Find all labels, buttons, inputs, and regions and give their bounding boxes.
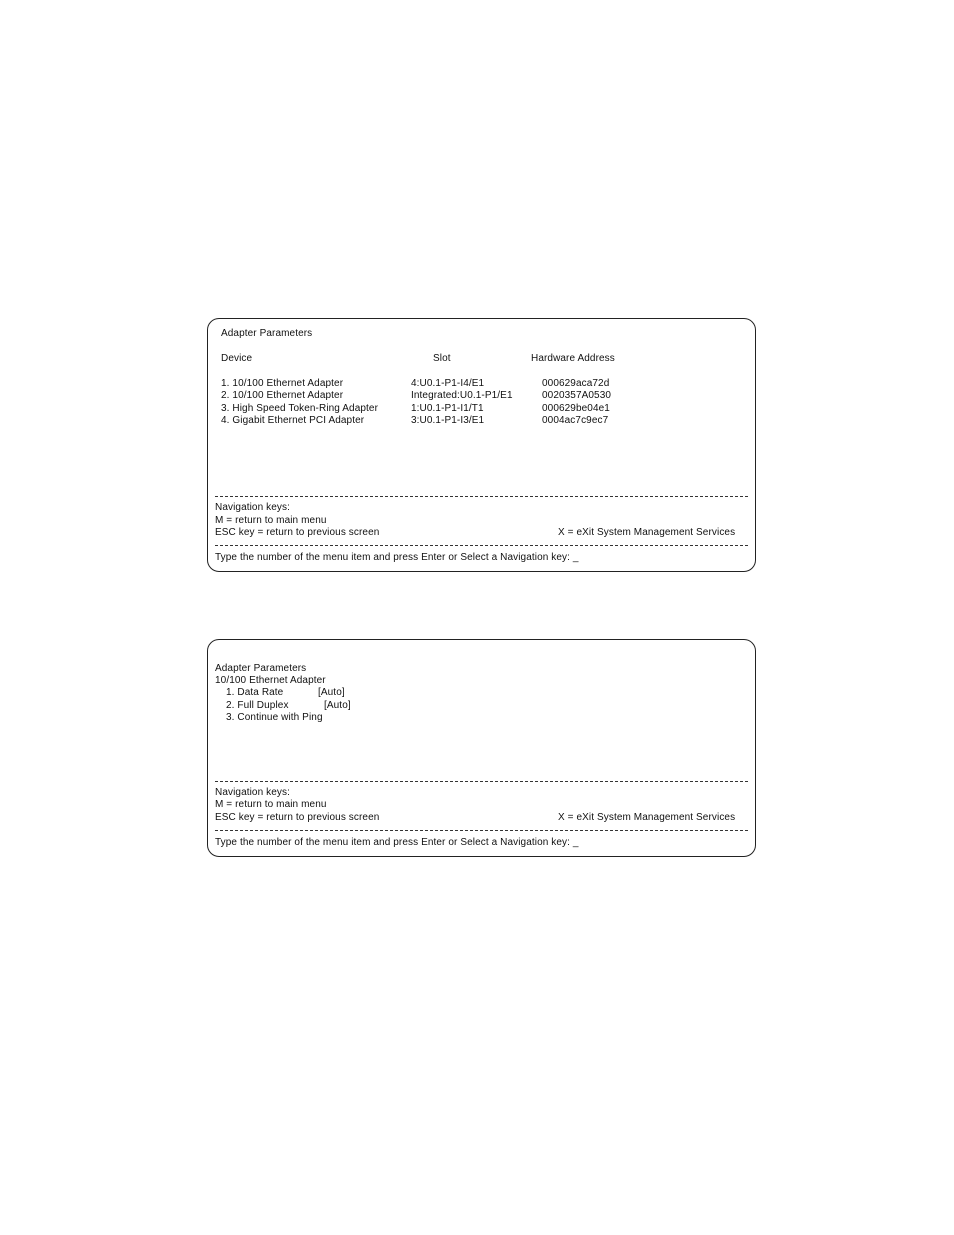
device-slot: Integrated:U0.1-P1/E1 (411, 390, 513, 401)
menu-item-full-duplex[interactable] (208, 700, 755, 712)
navigation-keys-heading: Navigation keys: (215, 787, 290, 798)
divider (215, 545, 748, 546)
command-prompt[interactable]: Type the number of the menu item and press Enter or Select a Navigation key: _ (215, 837, 579, 848)
menu-item-value: [Auto] (318, 687, 345, 698)
main-menu-key[interactable]: M = return to main menu (215, 799, 327, 810)
device-hardware-address: 000629aca72d (542, 378, 610, 389)
menu-item-data-rate[interactable] (208, 687, 755, 699)
device-hardware-address: 0020357A0530 (542, 390, 612, 401)
divider (215, 496, 748, 497)
device-hardware-address: 000629be04e1 (542, 403, 610, 414)
device-slot: 4:U0.1-P1-I4/E1 (411, 378, 485, 389)
adapter-parameters-screen (207, 318, 756, 572)
menu-item-value: [Auto] (324, 700, 351, 711)
menu-item-continue-with-ping[interactable] (208, 712, 755, 724)
screen-title: Adapter Parameters (215, 663, 307, 674)
menu-item-label: 1. Data Rate (226, 687, 284, 698)
exit-key[interactable]: X = eXit System Management Services (558, 812, 736, 823)
device-name: 4. Gigabit Ethernet PCI Adapter (221, 415, 365, 426)
screen-title: Adapter Parameters (221, 328, 313, 339)
adapter-name: 10/100 Ethernet Adapter (215, 675, 326, 686)
device-slot: 3:U0.1-P1-I3/E1 (411, 415, 485, 426)
column-header-device: Device (221, 353, 253, 364)
divider (215, 830, 748, 831)
column-header-hardware-address: Hardware Address (531, 353, 615, 364)
device-name: 2. 10/100 Ethernet Adapter (221, 390, 344, 401)
device-name: 1. 10/100 Ethernet Adapter (221, 378, 344, 389)
menu-item-label: 2. Full Duplex (226, 700, 289, 711)
previous-screen-key[interactable]: ESC key = return to previous screen (215, 527, 380, 538)
device-name: 3. High Speed Token-Ring Adapter (221, 403, 379, 414)
main-menu-key[interactable]: M = return to main menu (215, 515, 327, 526)
divider (215, 781, 748, 782)
table-row[interactable] (208, 403, 755, 415)
previous-screen-key[interactable]: ESC key = return to previous screen (215, 812, 380, 823)
adapter-config-screen (207, 639, 756, 857)
exit-key[interactable]: X = eXit System Management Services (558, 527, 736, 538)
column-header-slot: Slot (433, 353, 451, 364)
device-slot: 1:U0.1-P1-I1/T1 (411, 403, 484, 414)
device-hardware-address: 0004ac7c9ec7 (542, 415, 609, 426)
table-row[interactable] (208, 415, 755, 427)
menu-item-label: 3. Continue with Ping (226, 712, 323, 723)
command-prompt[interactable]: Type the number of the menu item and press Enter or Select a Navigation key: _ (215, 552, 579, 563)
table-row[interactable] (208, 378, 755, 390)
navigation-keys-heading: Navigation keys: (215, 502, 290, 513)
table-row[interactable] (208, 390, 755, 402)
